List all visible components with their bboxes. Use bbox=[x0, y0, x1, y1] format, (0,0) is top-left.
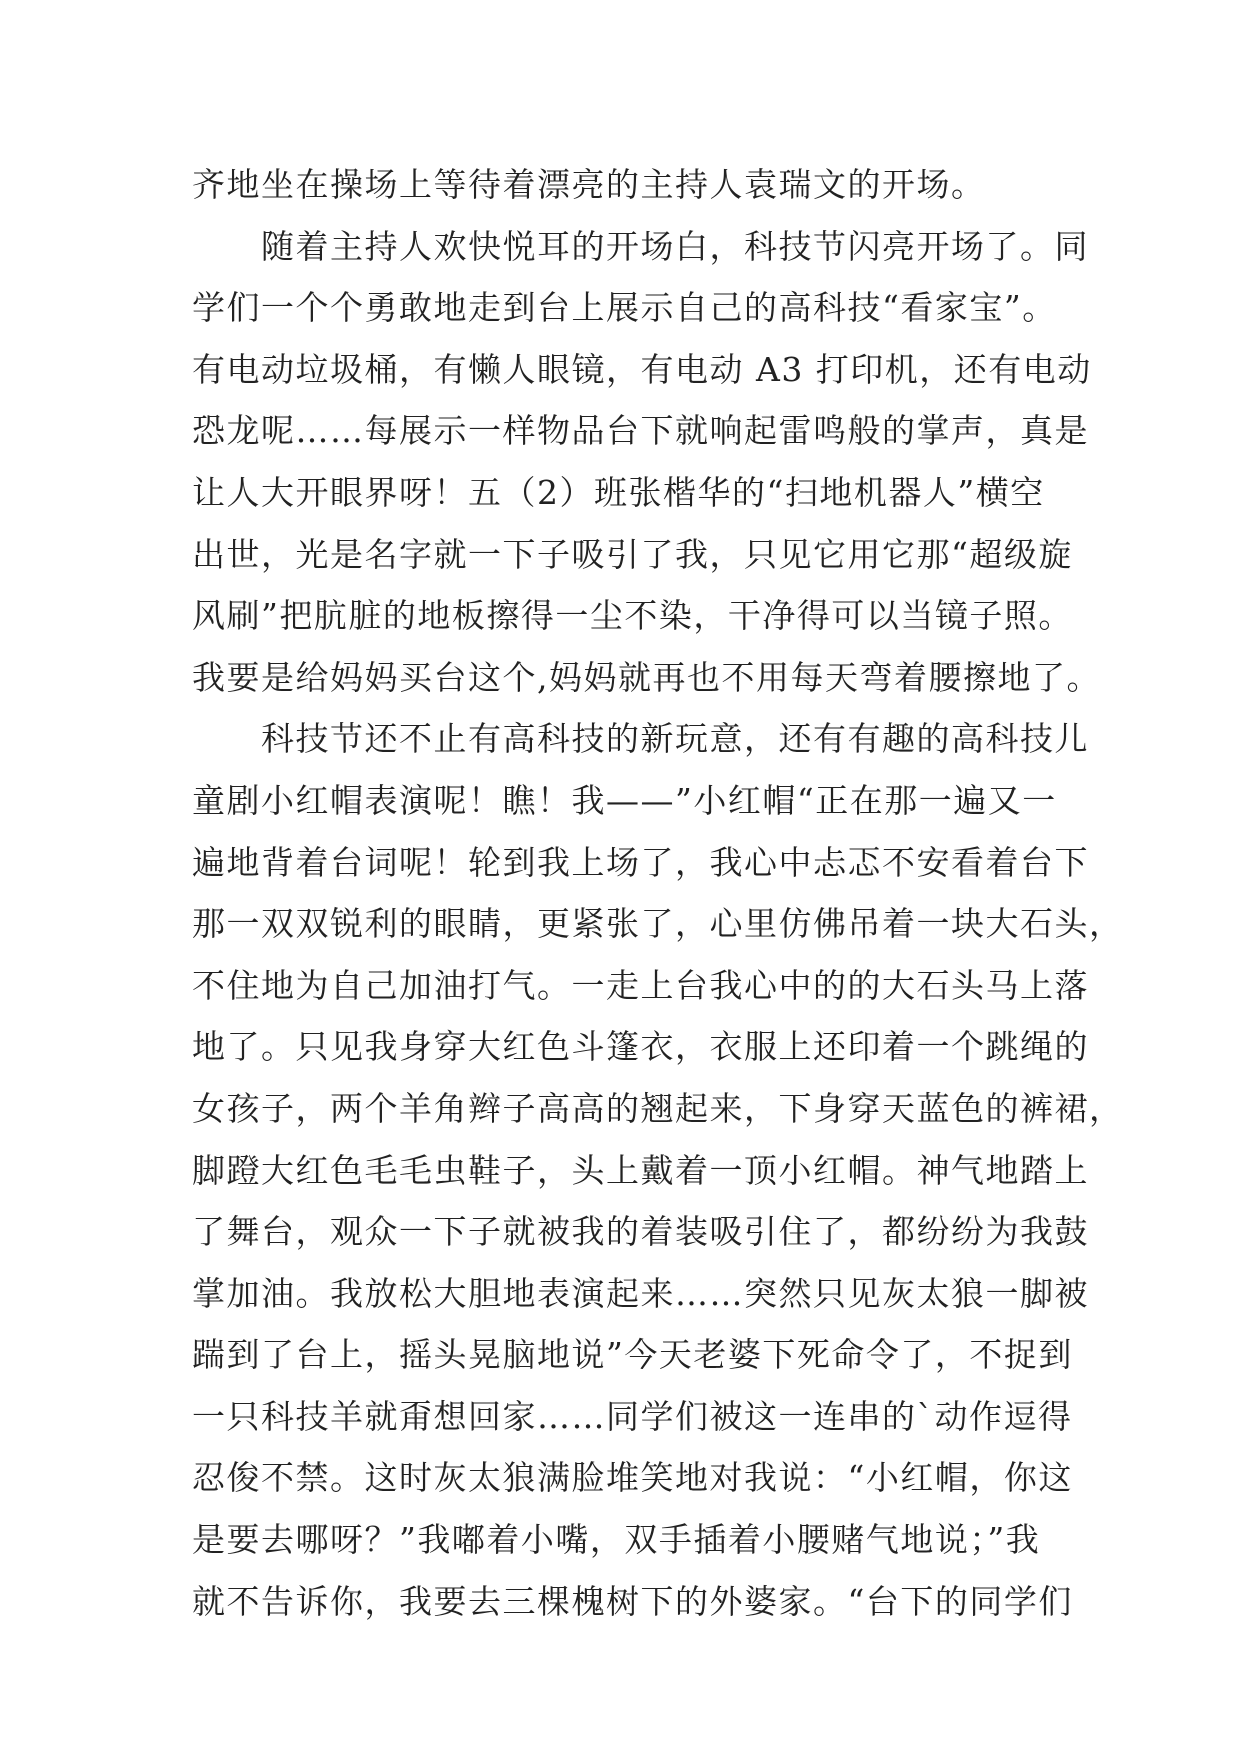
text-line: 遍地背着台词呢！轮到我上场了，我心中忐忑不安看着台下 bbox=[192, 842, 1089, 882]
text-line: 恐龙呢……每展示一样物品台下就响起雷鸣般的掌声，真是 bbox=[192, 411, 1089, 451]
text-line: 了舞台，观众一下子就被我的着装吸引住了，都纷纷为我鼓 bbox=[192, 1212, 1089, 1252]
text-line: 那一双双锐利的眼睛，更紧张了，心里仿佛吊着一块大石头， bbox=[192, 904, 1124, 944]
text-line: 有电动垃圾桶，有懒人眼镜，有电动 A3 打印机，还有电动 bbox=[192, 349, 1092, 389]
text-line: 是要去哪呀？”我嘟着小嘴，双手插着小腰赌气地说；”我 bbox=[192, 1520, 1041, 1560]
text-line: 科技节还不止有高科技的新玩意，还有有趣的高科技儿 bbox=[192, 719, 1089, 759]
text-line: 学们一个个勇敢地走到台上展示自己的高科技“看家宝”。 bbox=[192, 288, 1057, 328]
text-line: 童剧小红帽表演呢！瞧！我——”小红帽“正在那一遍又一 bbox=[192, 780, 1057, 820]
text-line: 一只科技羊就甭想回家……同学们被这一连串的`动作逗得 bbox=[192, 1396, 1073, 1436]
text-line: 地了。只见我身穿大红色斗篷衣，衣服上还印着一个跳绳的 bbox=[192, 1027, 1089, 1067]
text-line: 女孩子，两个羊角辫子高高的翘起来，下身穿天蓝色的裤裙， bbox=[192, 1088, 1124, 1128]
text-line: 随着主持人欢快悦耳的开场白，科技节闪亮开场了。同 bbox=[192, 226, 1089, 266]
text-line: 掌加油。我放松大胆地表演起来……突然只见灰太狼一脚被 bbox=[192, 1273, 1089, 1313]
text-line: 出世，光是名字就一下子吸引了我，只见它用它那“超级旋 bbox=[192, 534, 1073, 574]
text-line: 忍俊不禁。这时灰太狼满脸堆笑地对我说：“小红帽，你这 bbox=[192, 1458, 1073, 1498]
text-line: 我要是给妈妈买台这个,妈妈就再也不用每天弯着腰擦地了。 bbox=[192, 657, 1101, 697]
body-text bbox=[192, 154, 1124, 1632]
text-line: 脚蹬大红色毛毛虫鞋子，头上戴着一顶小红帽。神气地踏上 bbox=[192, 1150, 1089, 1190]
text-line: 让人大开眼界呀！五（2）班张楷华的“扫地机器人”横空 bbox=[192, 472, 1045, 512]
text-line: 不住地为自己加油打气。一走上台我心中的的大石头马上落 bbox=[192, 965, 1089, 1005]
text-line: 就不告诉你，我要去三棵槐树下的外婆家。“台下的同学们 bbox=[192, 1581, 1073, 1621]
text-line: 齐地坐在操场上等待着漂亮的主持人袁瑞文的开场。 bbox=[192, 165, 986, 204]
text-line: 风刷”把肮脏的地板擦得一尘不染，干净得可以当镜子照。 bbox=[192, 596, 1073, 636]
text-line: 踹到了台上，摇头晃脑地说”今天老婆下死命令了，不捉到 bbox=[192, 1335, 1073, 1375]
